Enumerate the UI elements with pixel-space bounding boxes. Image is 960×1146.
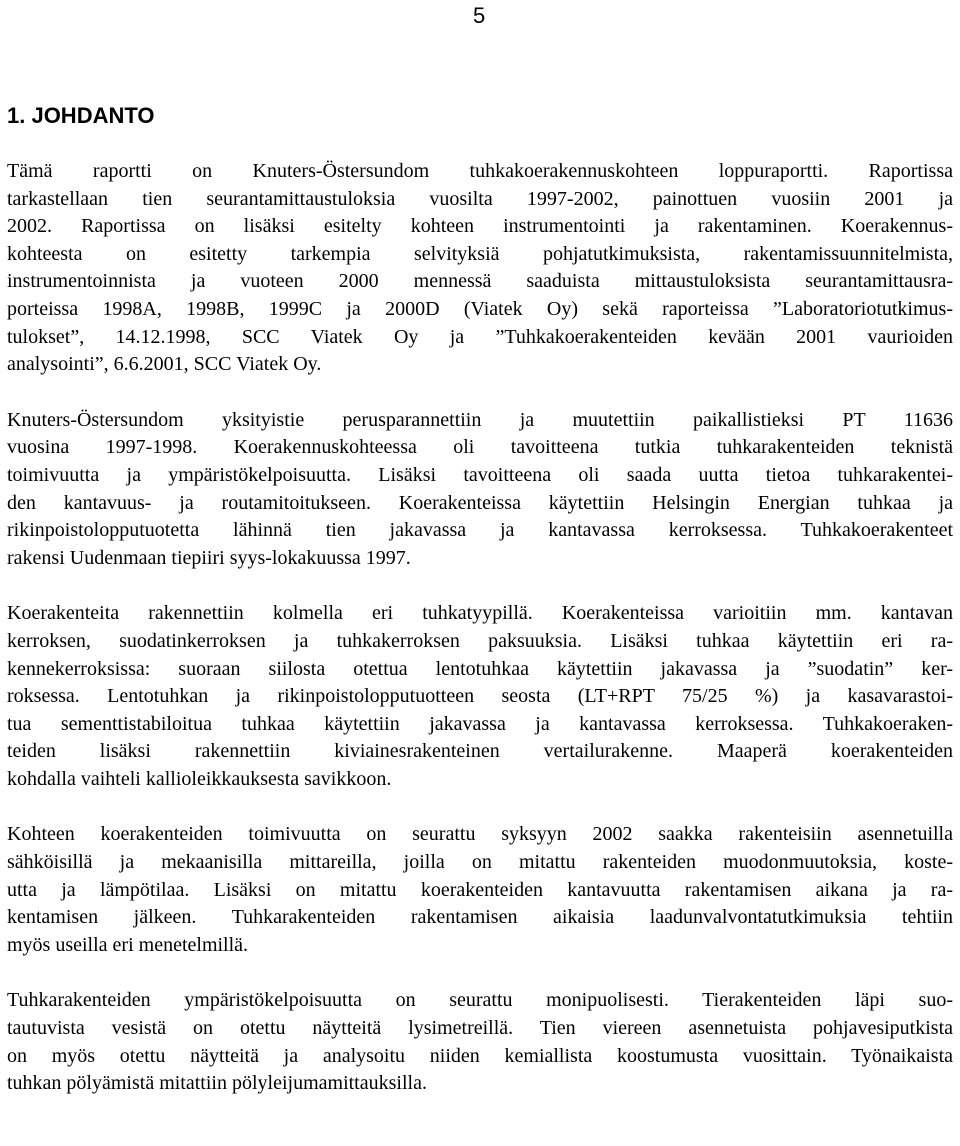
text-line: kohdalla vaihteli kallioleikkauksesta savikkoon.: [7, 767, 392, 790]
text-line: porteissa 1998A, 1998B, 1999C ja 2000D (Viatek Oy) sekä raporteissa ”Laboratoriotutkimus-: [7, 297, 953, 320]
text-line: rakensi Uudenmaan tiepiiri syys-lokakuussa 1997.: [7, 546, 411, 569]
text-line: tua sementtistabiloitua tuhkaa käytettiin jakavassa ja kantavassa kerroksessa. Tuhkakoeraken-: [7, 712, 953, 735]
text-line: den kantavuus- ja routamitoitukseen. Koerakenteissa käytettiin Helsingin Energian tuhkaa ja: [7, 491, 953, 514]
body-text: [7, 158, 953, 1126]
text-line: tuhkan pölyämistä mitattiin pölyleijumamittauksilla.: [7, 1072, 427, 1095]
section-heading: 1. JOHDANTO: [7, 103, 155, 128]
text-line: kennekerroksissa: suoraan siilosta otettua lentotuhkaa käytettiin jakavassa ja ”suodatin” ker-: [7, 657, 953, 680]
paragraph-5: [7, 987, 953, 1097]
text-line: tarkastellaan tien seurantamittaustuloksia vuosilta 1997-2002, painottuen vuosiin 2001 ja: [7, 187, 953, 210]
text-line: on myös otettu näytteitä ja analysoitu niiden kemiallista koostumusta vuosittain. Työnaikaista: [7, 1044, 953, 1067]
paragraph-1: [7, 158, 953, 379]
text-line: Tuhkarakenteiden ympäristökelpoisuutta on seurattu monipuolisesti. Tierakenteiden läpi suo-: [7, 989, 953, 1012]
text-line: kentamisen jälkeen. Tuhkarakenteiden rakentamisen aikaisia laadunvalvontatutkimuksia tehtiin: [7, 906, 953, 929]
paragraph-4: [7, 821, 953, 959]
text-line: utta ja lämpötilaa. Lisäksi on mitattu koerakenteiden kantavuutta rakentamisen aikana ja ra-: [7, 878, 953, 901]
text-line: tulokset”, 14.12.1998, SCC Viatek Oy ja ”Tuhkakoerakenteiden kevään 2001 vaurioiden: [7, 325, 953, 348]
text-line: Tämä raportti on Knuters-Östersundom tuhkakoerakennuskohteen loppuraportti. Raportissa: [7, 160, 953, 182]
text-line: Koerakenteita rakennettiin kolmella eri tuhkatyypillä. Koerakenteissa varioitiin mm. kantavan: [7, 602, 953, 625]
text-line: sähköisillä ja mekaanisilla mittareilla, joilla on mitattu rakenteiden muodonmuutoksia, koste-: [7, 851, 953, 874]
text-line: tautuvista vesistä on otettu näytteitä lysimetreillä. Tien viereen asennetuista pohjavesiputkista: [7, 1017, 953, 1040]
text-line: analysointi”, 6.6.2001, SCC Viatek Oy.: [7, 353, 322, 376]
text-line: 2002. Raportissa on lisäksi esitelty kohteen instrumentointi ja rakentaminen. Koerakennus-: [7, 215, 953, 238]
text-line: roksessa. Lentotuhkan ja rikinpoistolopputuotteen seosta (LT+RPT 75/25 %) ja kasavarastoi-: [7, 685, 953, 708]
text-line: myös useilla eri menetelmillä.: [7, 933, 249, 956]
text-line: toimivuutta ja ympäristökelpoisuutta. Lisäksi tavoitteena oli saada uutta tietoa tuhkarakentei-: [7, 463, 953, 486]
text-line: instrumentoinnista ja vuoteen 2000 mennessä saaduista mittaustuloksista seurantamittausra-: [7, 270, 953, 293]
text-line: Knuters-Östersundom yksityistie perusparannettiin ja muutettiin paikallistieksi PT 11636: [7, 408, 953, 431]
text-line: vuosina 1997-1998. Koerakennuskohteessa oli tavoitteena tutkia tuhkarakenteiden teknistä: [7, 436, 953, 459]
page-number: 5: [473, 3, 486, 28]
text-line: teiden lisäksi rakennettiin kiviainesrakenteinen vertailurakenne. Maaperä koerakenteiden: [7, 740, 953, 763]
text-line: rikinpoistolopputuotetta lähinnä tien jakavassa ja kantavassa kerroksessa. Tuhkakoerakenteet: [7, 519, 953, 542]
text-line: kerroksen, suodatinkerroksen ja tuhkakerroksen paksuuksia. Lisäksi tuhkaa käytettiin eri ra-: [7, 629, 953, 652]
paragraph-2: [7, 407, 953, 573]
text-line: Kohteen koerakenteiden toimivuutta on seurattu syksyyn 2002 saakka rakenteisiin asennetuilla: [7, 823, 953, 846]
paragraph-3: [7, 600, 953, 793]
text-line: kohteesta on esitetty tarkempia selvityksiä pohjatutkimuksista, rakentamissuunnitelmista,: [7, 242, 953, 265]
